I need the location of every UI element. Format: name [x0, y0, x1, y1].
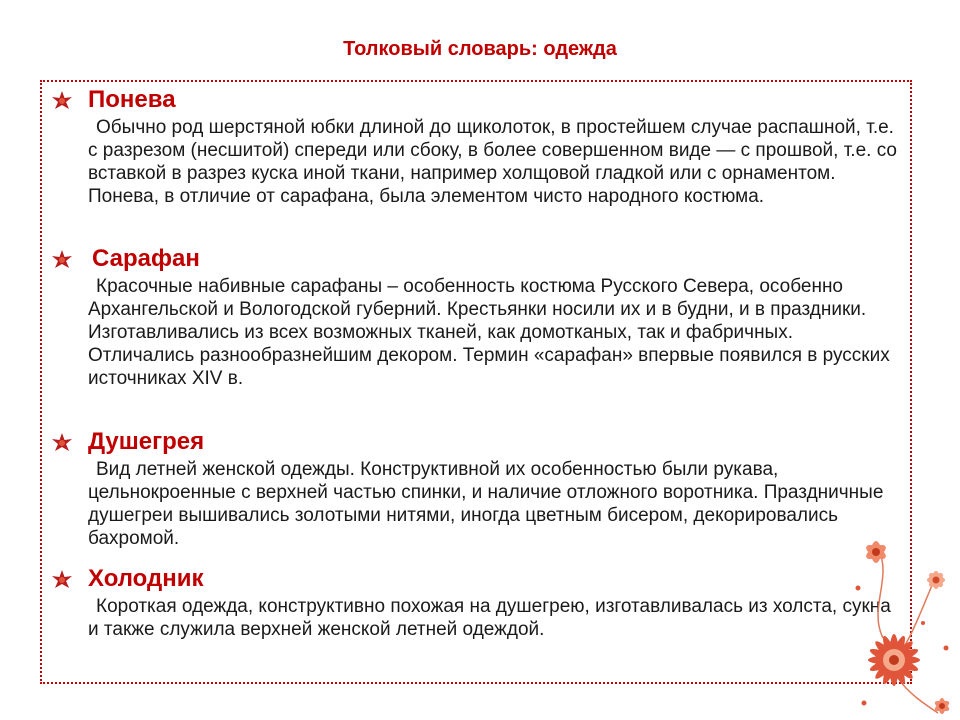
term-definition: Красочные набивные сарафаны – особенность костюма Русского Севера, особенно Архангельской и Вологодской губерний. Крестьянки носили их и в будни, и в праздники. Изготавливались из всех возможных тканей, как домотканых, так и фабричных. Отличались разнообразнейшим декором. Термин «сарафан» впервые появился в русских источниках XIV в.: [88, 276, 890, 389]
flower-ornament-icon: [838, 528, 960, 720]
page-title: Толковый словарь: одежда: [343, 38, 617, 60]
entry-header: [48, 84, 908, 116]
term-definition: Обычно род шерстяной юбки длиной до щиколоток, в простейшем случае распашной, т.е. с разрезом (несшитой) спереди или сбоку, в более совершенном виде — с прошвой, т.е. со вставкой в разрез куска иной ткани, например холщовой гладкой или с орнаментом. Понева, в отличие от сарафана, была элементом чисто народного костюма.: [88, 117, 897, 207]
red-flower-bullet-icon: [52, 570, 72, 590]
entry-header: [48, 243, 908, 275]
term-title: Сарафан: [92, 245, 200, 272]
term-title: Холодник: [88, 565, 204, 592]
entry-holodnik: [48, 563, 908, 641]
entry-header: [48, 563, 908, 595]
term-title: Понева: [88, 86, 176, 113]
term-definition: Короткая одежда, конструктивно похожая на душегрею, изготавливалась из холста, сукна и также служила верхней женской летней одеждой.: [88, 596, 891, 640]
entry-sarafan: [48, 243, 908, 390]
entry-header: [48, 426, 908, 458]
entry-dushegreya: [48, 426, 908, 550]
red-flower-bullet-icon: [52, 250, 72, 270]
term-title: Душегрея: [88, 428, 205, 455]
red-flower-bullet-icon: [52, 433, 72, 453]
entry-poneva: [48, 84, 908, 208]
red-flower-bullet-icon: [52, 91, 72, 111]
term-definition: Вид летней женской одежды. Конструктивной их особенностью были рукава, цельнокроенные с верхней частью спинки, и наличие отложного воротника. Праздничные душегреи вышивались золотыми нитями, иногда цветным бисером, декорировались бахромой.: [88, 459, 884, 549]
